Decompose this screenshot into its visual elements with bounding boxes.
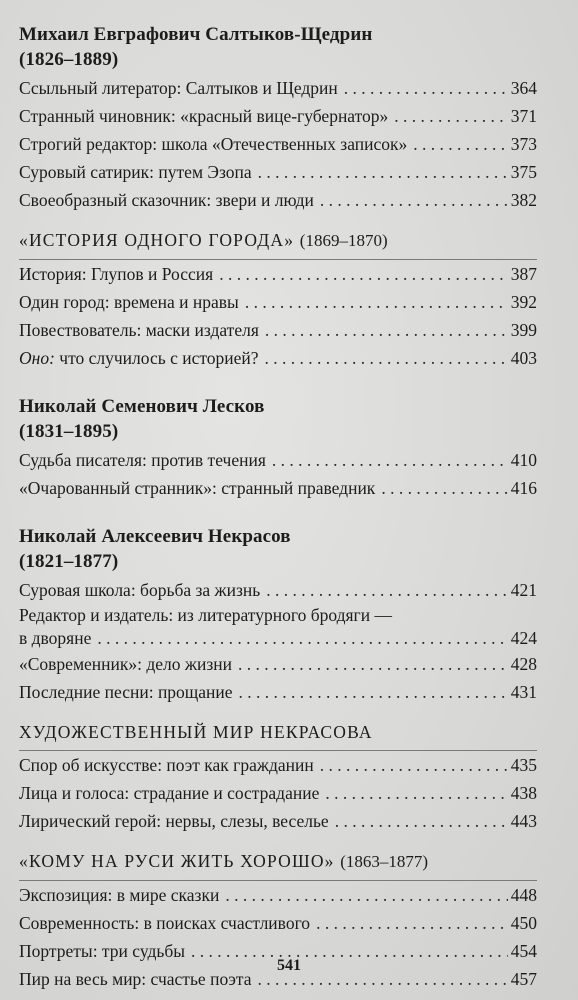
entry-page: 457 bbox=[510, 969, 537, 989]
section-heading bbox=[19, 719, 537, 748]
entry-title: Судьба писателя: против течения bbox=[19, 450, 266, 470]
toc-entry bbox=[19, 474, 537, 502]
toc-entry bbox=[19, 779, 537, 807]
section-title: «КОМУ НА РУСИ ЖИТЬ ХОРОШО» bbox=[19, 851, 335, 871]
entry-title bbox=[19, 344, 259, 372]
author-name: Николай Алексеевич Некрасов bbox=[19, 526, 291, 547]
section-heading bbox=[19, 848, 537, 878]
toc-entry bbox=[19, 881, 537, 909]
entry-title: Пир на весь мир: счастье поэта bbox=[19, 969, 252, 989]
author-name: Михаил Евграфович Салтыков-Щедрин bbox=[19, 24, 373, 45]
toc-entry bbox=[19, 604, 537, 650]
toc-entry bbox=[19, 576, 537, 604]
toc-entry bbox=[19, 650, 537, 678]
toc-entry bbox=[19, 102, 537, 130]
author-heading bbox=[19, 22, 537, 72]
toc-entry bbox=[19, 260, 537, 288]
author-years: (1826–1889) bbox=[19, 49, 119, 70]
entry-title: Строгий редактор: школа «Отечественных записок» bbox=[19, 134, 408, 154]
toc-entry bbox=[19, 288, 537, 316]
entry-page: 364 bbox=[510, 78, 537, 98]
entry-title: Суровый сатирик: путем Эзопа bbox=[19, 162, 252, 182]
author-heading bbox=[19, 524, 537, 574]
entry-page: 435 bbox=[510, 755, 537, 775]
entry-page: 438 bbox=[510, 783, 537, 803]
section-heading bbox=[19, 227, 537, 257]
entry-title-continued: в дворяне bbox=[19, 628, 92, 648]
entry-title: Странный чиновник: «красный вице-губернатор» bbox=[19, 106, 389, 126]
toc-entry bbox=[19, 678, 537, 706]
entry-title: Портреты: три судьбы bbox=[19, 941, 186, 961]
entry-title: Экспозиция: в мире сказки bbox=[19, 885, 220, 905]
entry-title: Повествователь: маски издателя bbox=[19, 320, 259, 340]
toc-entry bbox=[19, 316, 537, 344]
toc-entry bbox=[19, 344, 537, 372]
entry-page: 399 bbox=[510, 320, 537, 340]
entry-page: 410 bbox=[510, 450, 537, 470]
toc-entry bbox=[19, 446, 537, 474]
author-name: Николай Семенович Лесков bbox=[19, 396, 265, 417]
entry-page: 450 bbox=[510, 913, 537, 933]
entry-page: 428 bbox=[510, 654, 537, 674]
table-of-contents bbox=[19, 22, 537, 993]
entry-page: 448 bbox=[510, 885, 537, 905]
entry-page: 382 bbox=[510, 190, 537, 210]
entry-page: 373 bbox=[510, 134, 537, 154]
page-number: 541 bbox=[277, 957, 301, 974]
toc-entry bbox=[19, 186, 537, 214]
entry-title: Последние песни: прощание bbox=[19, 682, 233, 702]
toc-entry bbox=[19, 909, 537, 937]
entry-title: «Очарованный странник»: странный праведник bbox=[19, 478, 376, 498]
section-title: «ИСТОРИЯ ОДНОГО ГОРОДА» bbox=[19, 230, 295, 250]
entry-title-rest: что случилось с историей? bbox=[54, 348, 259, 368]
entry-page: 454 bbox=[510, 941, 537, 961]
entry-title: Спор об искусстве: поэт как гражданин bbox=[19, 755, 314, 775]
entry-title: Лирический герой: нервы, слезы, веселье bbox=[19, 811, 329, 831]
entry-page: 443 bbox=[510, 811, 537, 831]
entry-page: 371 bbox=[510, 106, 537, 126]
entry-title: Один город: времена и нравы bbox=[19, 292, 239, 312]
entry-page: 431 bbox=[510, 682, 537, 702]
entry-page: 392 bbox=[510, 292, 537, 312]
entry-title: Редактор и издатель: из литературного бродяги — bbox=[19, 605, 392, 625]
entry-page: 424 bbox=[510, 628, 537, 648]
author-years: (1821–1877) bbox=[19, 551, 119, 572]
entry-page: 387 bbox=[510, 264, 537, 284]
author-heading bbox=[19, 394, 537, 444]
section-years: (1863–1877) bbox=[340, 852, 429, 871]
toc-entry bbox=[19, 807, 537, 835]
entry-page: 403 bbox=[510, 348, 537, 368]
entry-page: 375 bbox=[510, 162, 537, 182]
entry-page: 421 bbox=[510, 580, 537, 600]
entry-page: 416 bbox=[510, 478, 537, 498]
section-years: (1869–1870) bbox=[299, 231, 388, 250]
toc-entry bbox=[19, 130, 537, 158]
toc-entry bbox=[19, 74, 537, 102]
entry-title-emphasis: Оно: bbox=[19, 348, 55, 368]
entry-title: Лица и голоса: страдание и сострадание bbox=[19, 783, 320, 803]
section-title: ХУДОЖЕСТВЕННЫЙ МИР НЕКРАСОВА bbox=[19, 722, 373, 742]
author-years: (1831–1895) bbox=[19, 421, 119, 442]
entry-title: Современность: в поисках счастливого bbox=[19, 913, 311, 933]
entry-title: Своеобразный сказочник: звери и люди bbox=[19, 190, 314, 210]
toc-entry bbox=[19, 158, 537, 186]
entry-title: Суровая школа: борьба за жизнь bbox=[19, 580, 261, 600]
entry-title: История: Глупов и Россия bbox=[19, 264, 214, 284]
entry-title: Ссыльный литератор: Салтыков и Щедрин bbox=[19, 78, 338, 98]
toc-entry bbox=[19, 751, 537, 779]
entry-title: «Современник»: дело жизни bbox=[19, 654, 233, 674]
